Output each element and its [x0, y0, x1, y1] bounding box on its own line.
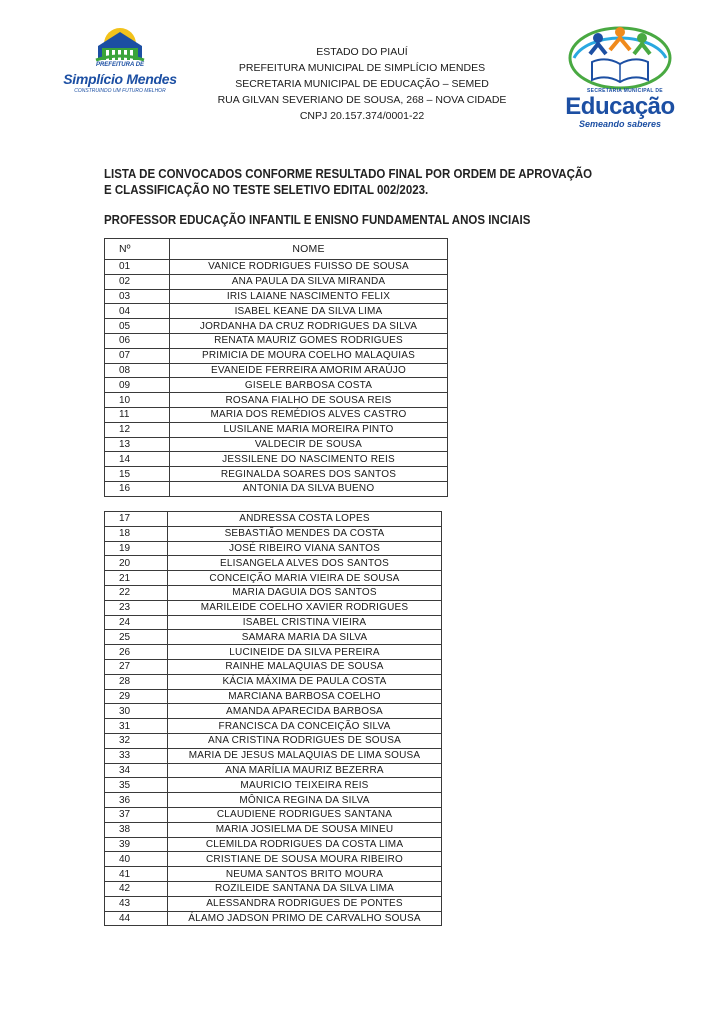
row-name: CLAUDIENE RODRIGUES SANTANA [168, 807, 442, 822]
row-number: 32 [105, 733, 168, 748]
table-row [105, 763, 442, 778]
letterhead [200, 44, 524, 124]
row-number: 34 [105, 763, 168, 778]
table-row [105, 556, 442, 571]
table-row [105, 467, 448, 482]
table-row [105, 630, 442, 645]
letterhead-prefecture: PREFEITURA MUNICIPAL DE SIMPLÍCIO MENDES [238, 62, 486, 74]
convocados-table-part-1 [104, 238, 448, 497]
table-row [105, 615, 442, 630]
row-number: 43 [105, 896, 168, 911]
row-name: MARIA DOS REMÉDIOS ALVES CASTRO [170, 407, 448, 422]
row-name: MARIA JOSIELMA DE SOUSA MINEU [168, 822, 442, 837]
table-row [105, 378, 448, 393]
table-row [105, 881, 442, 896]
table-row [105, 659, 442, 674]
table-row [105, 526, 442, 541]
row-number: 03 [105, 289, 170, 304]
row-name: CLEMILDA RODRIGUES DA COSTA LIMA [168, 837, 442, 852]
table-row [105, 793, 442, 808]
table-row [105, 363, 448, 378]
table-row [105, 393, 448, 408]
row-number: 17 [105, 512, 168, 527]
row-number: 08 [105, 363, 170, 378]
row-name: PRIMICIA DE MOURA COELHO MALAQUIAS [170, 348, 448, 363]
row-name: FRANCISCA DA CONCEIÇÃO SILVA [168, 719, 442, 734]
logo-education-title: Educação [565, 93, 675, 120]
row-number: 13 [105, 437, 170, 452]
table-row [105, 837, 442, 852]
row-name: CONCEIÇÃO MARIA VIEIRA DE SOUSA [168, 571, 442, 586]
document-subtitle: PROFESSOR EDUCAÇÃO INFANTIL E ENISNO FUNDAMENTAL ANOS INCIAIS [104, 213, 531, 227]
row-name: MARIA DE JESUS MALAQUIAS DE LIMA SOUSA [168, 748, 442, 763]
row-name: MÔNICA REGINA DA SILVA [168, 793, 442, 808]
table-row [105, 333, 448, 348]
sun-house-emblem-icon [58, 24, 182, 64]
row-number: 23 [105, 600, 168, 615]
row-number: 05 [105, 319, 170, 334]
row-name: GISELE BARBOSA COSTA [170, 378, 448, 393]
table-row [105, 704, 442, 719]
letterhead-secretariat: SECRETARIA MUNICIPAL DE EDUCAÇÃO – SEMED [235, 78, 489, 90]
row-number: 14 [105, 452, 170, 467]
row-name: JESSILENE DO NASCIMENTO REIS [170, 452, 448, 467]
table-row [105, 407, 448, 422]
row-name: JOSÉ RIBEIRO VIANA SANTOS [168, 541, 442, 556]
row-name: ANA PAULA DA SILVA MIRANDA [170, 274, 448, 289]
row-name: ALESSANDRA RODRIGUES DE PONTES [168, 896, 442, 911]
row-name: KÁCIA MÁXIMA DE PAULA COSTA [168, 674, 442, 689]
row-name: RENATA MAURIZ GOMES RODRIGUES [170, 333, 448, 348]
table-row [105, 422, 448, 437]
row-number: 37 [105, 807, 168, 822]
row-number: 25 [105, 630, 168, 645]
table-row [105, 260, 448, 275]
row-name: NEUMA SANTOS BRITO MOURA [168, 867, 442, 882]
table-row [105, 867, 442, 882]
row-name: ANA MARÍLIA MAURIZ BEZERRA [168, 763, 442, 778]
row-number: 20 [105, 556, 168, 571]
row-name: ELISANGELA ALVES DOS SANTOS [168, 556, 442, 571]
table-row [105, 645, 442, 660]
row-name: JORDANHA DA CRUZ RODRIGUES DA SILVA [170, 319, 448, 334]
row-name: LUSILANE MARIA MOREIRA PINTO [170, 422, 448, 437]
row-number: 35 [105, 778, 168, 793]
table-row [105, 585, 442, 600]
row-number: 38 [105, 822, 168, 837]
row-name: ANDRESSA COSTA LOPES [168, 512, 442, 527]
row-number: 06 [105, 333, 170, 348]
table-row [105, 304, 448, 319]
logo-slogan: CONSTRUINDO UM FUTURO MELHOR [74, 88, 166, 94]
row-number: 07 [105, 348, 170, 363]
row-number: 04 [105, 304, 170, 319]
row-name: REGINALDA SOARES DOS SANTOS [170, 467, 448, 482]
row-number: 09 [105, 378, 170, 393]
logo-education-slogan: Semeando saberes [578, 119, 662, 129]
table-row [105, 437, 448, 452]
table-row [105, 689, 442, 704]
document-title-line-2: E CLASSIFICAÇÃO NO TESTE SELETIVO EDITAL 002/2023. [104, 183, 429, 197]
table-row [105, 481, 448, 496]
row-number: 29 [105, 689, 168, 704]
logo-city-name: Simplício Mendes [63, 71, 177, 87]
table-row [105, 571, 442, 586]
table-row [105, 748, 442, 763]
row-name: MARCIANA BARBOSA COELHO [168, 689, 442, 704]
row-name: SEBASTIÃO MENDES DA COSTA [168, 526, 442, 541]
letterhead-address: RUA GILVAN SEVERIANO DE SOUSA, 268 – NOVA CIDADE [217, 94, 507, 106]
row-name: ISABEL KEANE DA SILVA LIMA [170, 304, 448, 319]
row-number: 26 [105, 645, 168, 660]
table-row [105, 348, 448, 363]
row-number: 42 [105, 881, 168, 896]
row-number: 24 [105, 615, 168, 630]
education-logo [552, 22, 688, 130]
row-name: ÁLAMO JADSON PRIMO DE CARVALHO SOUSA [168, 911, 442, 926]
row-name: EVANEIDE FERREIRA AMORIM ARAÚJO [170, 363, 448, 378]
row-number: 39 [105, 837, 168, 852]
table-row [105, 274, 448, 289]
row-name: RAINHE MALAQUIAS DE SOUSA [168, 659, 442, 674]
row-number: 12 [105, 422, 170, 437]
row-name: ROSANA FIALHO DE SOUSA REIS [170, 393, 448, 408]
table-row [105, 674, 442, 689]
row-number: 41 [105, 867, 168, 882]
convocados-table-part-2 [104, 511, 442, 926]
row-number: 19 [105, 541, 168, 556]
table-row [105, 541, 442, 556]
table-row [105, 778, 442, 793]
document-title [104, 166, 593, 198]
table-row [105, 719, 442, 734]
table-row [105, 807, 442, 822]
logo-prefix: PREFEITURA DE [95, 62, 145, 68]
row-number: 11 [105, 407, 170, 422]
row-name: ISABEL CRISTINA VIEIRA [168, 615, 442, 630]
table-row [105, 911, 442, 926]
row-name: ANTONIA DA SILVA BUENO [170, 481, 448, 496]
document-title-line-1: LISTA DE CONVOCADOS CONFORME RESULTADO FINAL POR ORDEM DE APROVAÇÃO [104, 167, 593, 181]
table-row [105, 452, 448, 467]
header-number: Nº [105, 239, 170, 260]
row-name: IRIS LAIANE NASCIMENTO FELIX [170, 289, 448, 304]
prefeitura-logo [58, 24, 182, 94]
row-number: 30 [105, 704, 168, 719]
row-number: 31 [105, 719, 168, 734]
table-row [105, 896, 442, 911]
row-number: 40 [105, 852, 168, 867]
letterhead-cnpj: CNPJ 20.157.374/0001-22 [299, 110, 425, 122]
row-name: AMANDA APARECIDA BARBOSA [168, 704, 442, 719]
table-row [105, 289, 448, 304]
row-name: VANICE RODRIGUES FUISSO DE SOUSA [170, 260, 448, 275]
row-number: 21 [105, 571, 168, 586]
row-name: ANA CRISTINA RODRIGUES DE SOUSA [168, 733, 442, 748]
row-name: MARIA DAGUIA DOS SANTOS [168, 585, 442, 600]
row-name: VALDECIR DE SOUSA [170, 437, 448, 452]
table-row [105, 512, 442, 527]
row-number: 44 [105, 911, 168, 926]
table-row [105, 600, 442, 615]
header-name: NOME [170, 239, 448, 260]
row-name: LUCINEIDE DA SILVA PEREIRA [168, 645, 442, 660]
row-name: CRISTIANE DE SOUSA MOURA RIBEIRO [168, 852, 442, 867]
row-number: 10 [105, 393, 170, 408]
table-header-row [105, 239, 448, 260]
row-number: 01 [105, 260, 170, 275]
table-row [105, 733, 442, 748]
logo-department: SECRETARIA MUNICIPAL DE [587, 88, 663, 94]
letterhead-state: ESTADO DO PIAUÍ [316, 46, 408, 58]
table-row [105, 822, 442, 837]
open-book-people-icon [552, 22, 688, 90]
table-row [105, 852, 442, 867]
row-number: 27 [105, 659, 168, 674]
row-name: SAMARA MARIA DA SILVA [168, 630, 442, 645]
row-name: ROZILEIDE SANTANA DA SILVA LIMA [168, 881, 442, 896]
row-number: 33 [105, 748, 168, 763]
row-number: 36 [105, 793, 168, 808]
row-number: 28 [105, 674, 168, 689]
row-name: MAURICIO TEIXEIRA REIS [168, 778, 442, 793]
row-number: 16 [105, 481, 170, 496]
table-row [105, 319, 448, 334]
row-number: 22 [105, 585, 168, 600]
row-name: MARILEIDE COELHO XAVIER RODRIGUES [168, 600, 442, 615]
row-number: 15 [105, 467, 170, 482]
row-number: 02 [105, 274, 170, 289]
row-number: 18 [105, 526, 168, 541]
